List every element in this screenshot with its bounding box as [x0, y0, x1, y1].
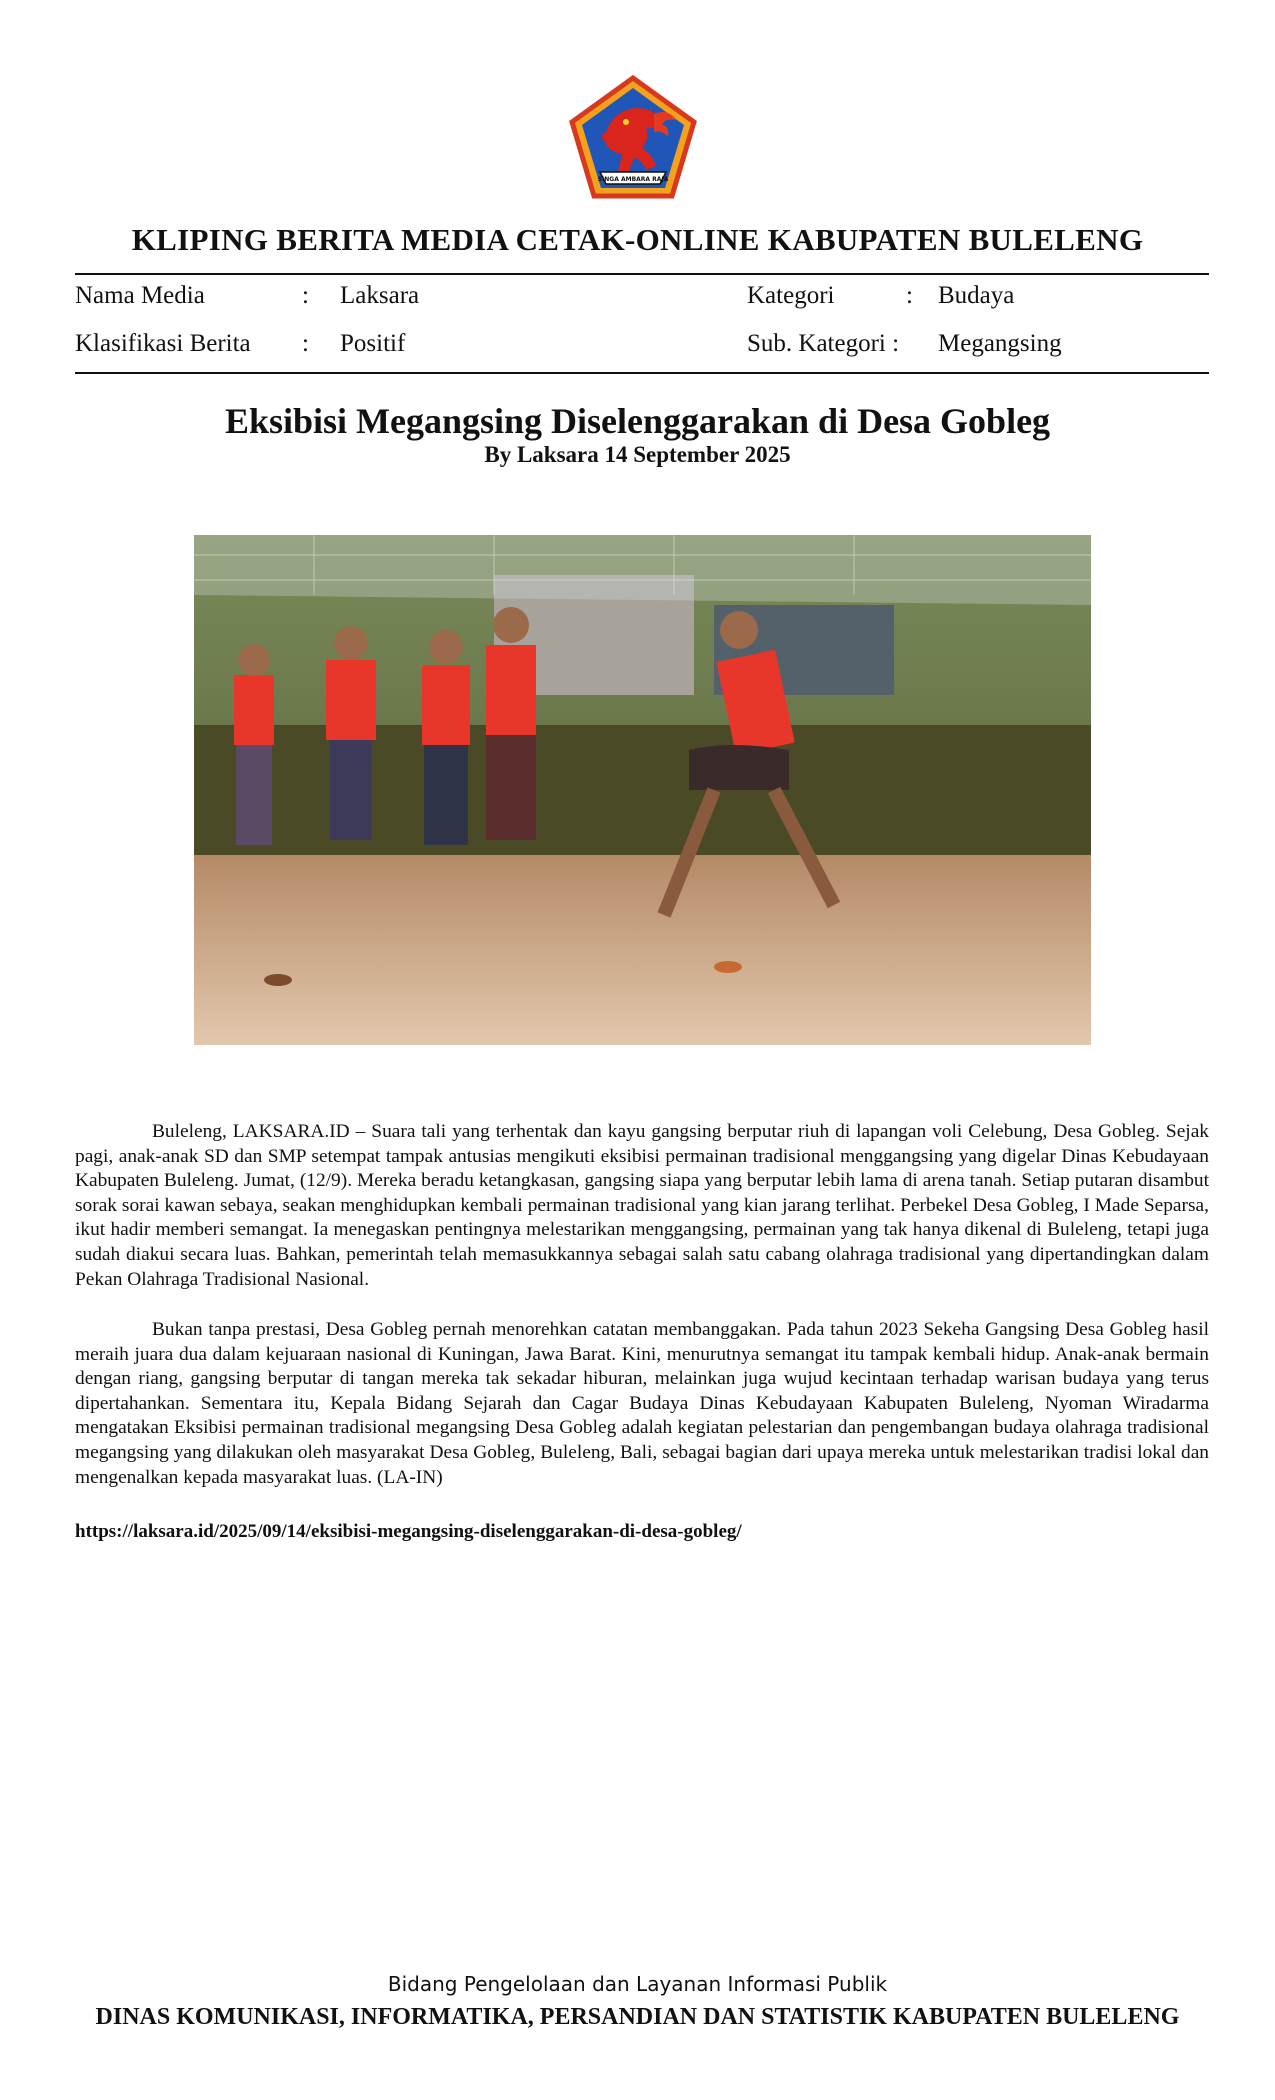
classification-value: Positif [340, 330, 406, 357]
header-divider-bottom [75, 372, 1209, 374]
article-headline: Eksibisi Megangsing Diselenggarakan di Desa Gobleg [224, 401, 1051, 441]
header-divider-top [75, 273, 1209, 275]
article-paragraph-1 [75, 1120, 1209, 1292]
category-label: Kategori [747, 282, 835, 309]
media-name-value: Laksara [340, 282, 420, 309]
source-url-link[interactable]: https://laksara.id/2025/09/14/eksibisi-megangsing-diselenggarakan-di-desa-gobleg/ [75, 1521, 742, 1542]
paragraph-1-text: Buleleng, LAKSARA.ID – Suara tali yang terhentak dan kayu gangsing berputar riuh di lapangan voli Celebung, Desa Gobleg. Sejak pagi, anak-anak SD dan SMP setempat tampak antusias mengikuti eksibisi permainan tradisional menggangsing yang digelar Dinas Kebudayaan Kabupaten Buleleng. Jumat, (12/9). Mereka beradu ketangkasan, gangsing siapa yang berputar lebih lama di arena tanah. Setiap putaran disambut sorak sorai kawan sebaya, seakan menghidupkan kembali permainan tradisional yang kian jarang terlihat. Perbekel Desa Gobleg, I Made Separsa, ikut hadir memberi semangat. Ia menegaskan pentingnya melestarikan menggangsing, permainan yang tak hanya dikenal di Buleleng, tetapi juga sudah diakui secara luas. Bahkan, pemerintah telah memasukkannya sebagai salah satu cabang olahraga tradisional yang dipertandingkan dalam Pekan Olahraga Tradisional Nasional. [75, 1121, 1209, 1290]
media-name-label: Nama Media [75, 282, 205, 309]
sub-category-label: Sub. Kategori : [747, 330, 900, 357]
category-separator: : [906, 282, 913, 309]
footer-division: Bidang Pengelolaan dan Layanan Informasi Publik [387, 1972, 888, 1996]
clipping-title: KLIPING BERITA MEDIA CETAK-ONLINE KABUPATEN BULELENG [131, 222, 1144, 257]
article-photo [194, 535, 1091, 1045]
buleleng-emblem-icon [566, 74, 700, 202]
article-paragraph-2 [75, 1318, 1209, 1490]
category-value: Budaya [938, 282, 1015, 309]
paragraph-2-text: Bukan tanpa prestasi, Desa Gobleg pernah menorehkan catatan membanggakan. Pada tahun 2023 Sekeha Gangsing Desa Gobleg hasil meraih juara dua dalam kejuaraan nasional di Kuningan, Jawa Barat. Kini, menurutnya semangat itu tampak kembali hidup. Anak-anak bermain dengan riang, gangsing berputar di tangan mereka tak sekadar hiburan, melainkan juga wujud kecintaan terhadap warisan budaya yang terus dipertahankan. Sementara itu, Kepala Bidang Sejarah dan Cagar Budaya Dinas Kebudayaan Kabupaten Buleleng, Nyoman Wiradarma mengatakan Eksibisi permainan tradisional megangsing Desa Gobleg adalah kegiatan pelestarian dan pengembangan budaya olahraga tradisional megangsing yang dilakukan oleh masyarakat Desa Gobleg, Buleleng, Bali, sebagai bagian dari upaya mereka untuk melestarikan tradisi lokal dan mengenalkan kepada masyarakat luas. (LA-IN) [75, 1319, 1209, 1488]
article-byline: By Laksara 14 September 2025 [484, 442, 791, 467]
media-name-separator: : [302, 282, 309, 309]
classification-separator: : [302, 330, 309, 357]
footer-agency: DINAS KOMUNIKASI, INFORMATIKA, PERSANDIAN DAN STATISTIK KABUPATEN BULELENG [95, 2004, 1180, 2030]
sub-category-value: Megangsing [938, 330, 1062, 357]
classification-label: Klasifikasi Berita [75, 330, 251, 357]
svg-text:SINGA AMBARA RAJA: SINGA AMBARA RAJA [597, 176, 669, 183]
